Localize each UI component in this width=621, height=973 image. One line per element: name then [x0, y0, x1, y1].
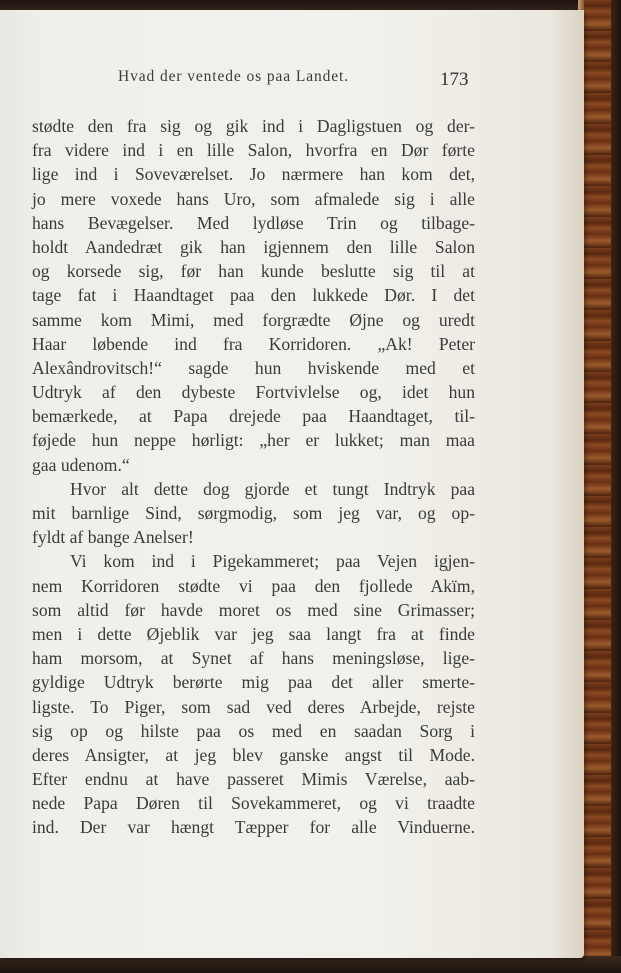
page-header	[0, 60, 584, 90]
page-number: 173	[440, 69, 469, 90]
text-line: Hvor alt dette dog gjorde et tungt Indtryk paa	[70, 478, 475, 499]
text-line: gaa udenom.“	[32, 454, 130, 475]
text-line: nede Papa Døren til Sovekammeret, og vi traadte	[32, 793, 475, 814]
book-cover-edge	[578, 0, 621, 973]
text-line: lige ind i Soveværelset. Jo nærmere han kom det,	[32, 164, 475, 185]
text-line: som altid før havde moret os med sine Grimasser;	[32, 599, 475, 620]
text-line: Alexândrovitsch!“ sagde hun hviskende med et	[32, 357, 475, 378]
text-line: Udtryk af den dybeste Fortvivlelse og, idet hun	[32, 382, 475, 403]
running-title: Hvad der ventede os paa Landet.	[118, 68, 350, 85]
body-text	[32, 114, 475, 840]
text-line: stødte den fra sig og gik ind i Dagligstuen og der-	[32, 116, 475, 136]
book-page	[0, 10, 584, 958]
text-line: hans Bevægelser. Med lydløse Trin og tilbage-	[32, 212, 475, 233]
text-line: Haar løbende ind fra Korridoren. „Ak! Peter	[32, 333, 475, 354]
text-line: sig op og hilste paa os med en saadan Sorg i	[32, 720, 475, 741]
text-line: deres Ansigter, at jeg blev ganske angst til Mode.	[32, 744, 475, 765]
text-line: ind. Der var hængt Tæpper for alle Vinduerne.	[32, 817, 475, 838]
text-line: men i dette Øjeblik var jeg saa langt fra at finde	[32, 623, 475, 644]
text-line: tage fat i Haandtaget paa den lukkede Dør. I det	[32, 285, 475, 306]
text-line: Vi kom ind i Pigekammeret; paa Vejen igjen-	[70, 551, 475, 572]
text-line: fra videre ind i en lille Salon, hvorfra en Dør førte	[32, 140, 475, 161]
text-line: gyldige Udtryk berørte mig paa det aller smerte-	[32, 672, 475, 693]
text-line: nem Korridoren stødte vi paa den fjollede Akïm,	[32, 575, 475, 596]
text-line: jo mere voxede hans Uro, som afmalede sig i alle	[32, 188, 475, 209]
text-line: Efter endnu at have passeret Mimis Værelse, aab-	[32, 769, 475, 790]
text-line: føjede hun neppe hørligt: „her er lukket; man maa	[32, 430, 475, 451]
text-line: ham morsom, at Synet af hans meningsløse, lige-	[32, 648, 475, 669]
scan-background-bottom	[0, 956, 621, 973]
text-line: og korsede sig, før han kunde beslutte sig til at	[32, 261, 475, 282]
text-line: samme kom Mimi, med forgrædte Øjne og uredt	[32, 309, 475, 330]
text-line: fyldt af bange Anelser!	[32, 527, 194, 548]
text-line: bemærkede, at Papa drejede paa Haandtaget, til-	[32, 406, 475, 427]
text-line: holdt Aandedræt gik han igjennem den lille Salon	[32, 236, 475, 257]
text-line: ligste. To Piger, som sad ved deres Arbejde, rejste	[32, 696, 475, 717]
text-line: mit barnlige Sind, sørgmodig, som jeg var, og op-	[32, 503, 475, 523]
